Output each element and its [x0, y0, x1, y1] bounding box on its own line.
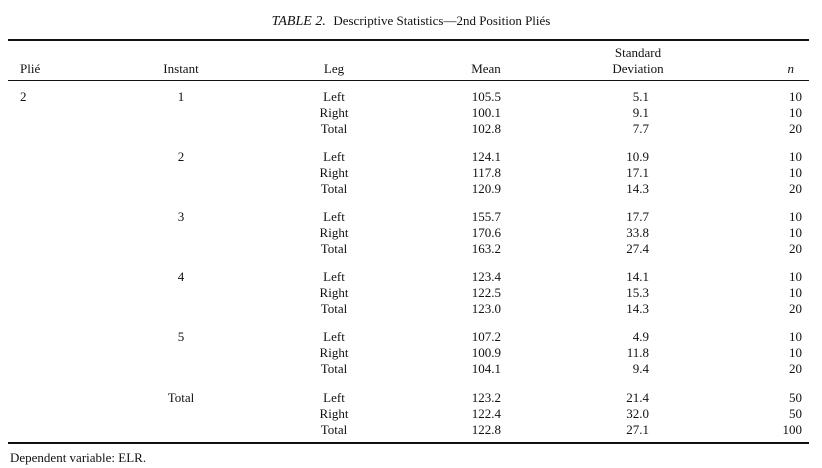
cell-sd: 17.7	[626, 209, 649, 224]
cell-n: 10	[789, 149, 802, 164]
cell-mean: 122.8	[471, 422, 501, 437]
cell-mean: 124.1	[471, 149, 501, 164]
cell-mean: 122.5	[471, 285, 501, 300]
cell-mean: 123.2	[471, 390, 501, 405]
cell-n: 20	[789, 121, 802, 136]
cell-leg: Right	[319, 225, 349, 240]
header-leg: Leg	[323, 61, 345, 76]
cell-mean: 102.8	[471, 121, 501, 136]
cell-leg: Total	[320, 361, 348, 376]
cell-mean: 155.7	[471, 209, 501, 224]
bottom-rule	[8, 442, 809, 444]
cell-n: 10	[789, 225, 802, 240]
cell-sd: 10.9	[626, 149, 649, 164]
cell-sd: 14.3	[626, 181, 649, 196]
cell-n: 100	[782, 422, 802, 437]
header-n: n	[787, 61, 794, 76]
cell-leg: Left	[323, 329, 345, 344]
cell-instant: 4	[177, 269, 185, 284]
cell-leg: Total	[320, 422, 348, 437]
cell-n: 20	[789, 301, 802, 316]
cell-leg: Total	[320, 121, 348, 136]
top-rule	[8, 39, 809, 41]
cell-mean: 105.5	[471, 89, 501, 104]
header-sd-line1: Standard	[614, 45, 662, 60]
cell-n: 50	[789, 406, 802, 421]
cell-leg: Left	[323, 390, 345, 405]
cell-leg: Left	[323, 269, 345, 284]
table-label: TABLE 2.	[271, 14, 326, 29]
header-rule	[8, 80, 809, 81]
header-mean: Mean	[471, 61, 501, 76]
cell-leg: Left	[323, 89, 345, 104]
cell-leg: Left	[323, 149, 345, 164]
cell-sd: 9.1	[632, 105, 649, 120]
cell-n: 10	[789, 329, 802, 344]
cell-instant: 5	[177, 329, 185, 344]
cell-n: 10	[789, 105, 802, 120]
cell-n: 10	[789, 89, 802, 104]
cell-mean: 170.6	[471, 225, 501, 240]
cell-mean: 100.9	[471, 345, 501, 360]
cell-sd: 33.8	[626, 225, 649, 240]
cell-sd: 7.7	[632, 121, 649, 136]
cell-sd: 17.1	[626, 165, 649, 180]
cell-sd: 14.3	[626, 301, 649, 316]
cell-sd: 32.0	[626, 406, 649, 421]
cell-leg: Right	[319, 406, 349, 421]
cell-mean: 107.2	[471, 329, 501, 344]
cell-instant: 1	[177, 89, 185, 104]
cell-n: 50	[789, 390, 802, 405]
cell-sd: 21.4	[626, 390, 649, 405]
cell-leg: Right	[319, 165, 349, 180]
cell-mean: 123.0	[471, 301, 501, 316]
table-caption	[0, 12, 822, 31]
cell-mean: 100.1	[471, 105, 501, 120]
cell-sd: 27.4	[626, 241, 649, 256]
cell-sd: 4.9	[632, 329, 649, 344]
table-note: Dependent variable: ELR.	[10, 450, 147, 465]
cell-instant: 3	[177, 209, 185, 224]
cell-leg: Total	[320, 181, 348, 196]
cell-n: 20	[789, 181, 802, 196]
cell-n: 10	[789, 209, 802, 224]
cell-leg: Total	[320, 241, 348, 256]
cell-n: 10	[789, 269, 802, 284]
cell-n: 10	[789, 285, 802, 300]
cell-instant: Total	[167, 390, 195, 405]
header-plie: Plié	[20, 61, 41, 76]
cell-leg: Total	[320, 301, 348, 316]
cell-n: 20	[789, 361, 802, 376]
header-sd-line2: Deviation	[612, 61, 664, 76]
cell-leg: Right	[319, 285, 349, 300]
cell-n: 10	[789, 345, 802, 360]
cell-sd: 9.4	[632, 361, 649, 376]
cell-leg: Right	[319, 345, 349, 360]
cell-n: 10	[789, 165, 802, 180]
cell-mean: 120.9	[471, 181, 501, 196]
header-instant: Instant	[163, 61, 199, 76]
plie-value: 2	[20, 89, 27, 104]
cell-mean: 163.2	[471, 241, 501, 256]
cell-sd: 15.3	[626, 285, 649, 300]
cell-leg: Left	[323, 209, 345, 224]
cell-mean: 122.4	[471, 406, 501, 421]
cell-sd: 5.1	[632, 89, 649, 104]
cell-leg: Right	[319, 105, 349, 120]
cell-instant: 2	[177, 149, 185, 164]
cell-mean: 117.8	[472, 165, 501, 180]
cell-mean: 123.4	[471, 269, 501, 284]
cell-n: 20	[789, 241, 802, 256]
cell-sd: 11.8	[626, 345, 649, 360]
cell-sd: 14.1	[626, 269, 649, 284]
cell-mean: 104.1	[471, 361, 501, 376]
cell-sd: 27.1	[626, 422, 649, 437]
table-title: Descriptive Statistics—2nd Position Pliés	[333, 13, 551, 28]
